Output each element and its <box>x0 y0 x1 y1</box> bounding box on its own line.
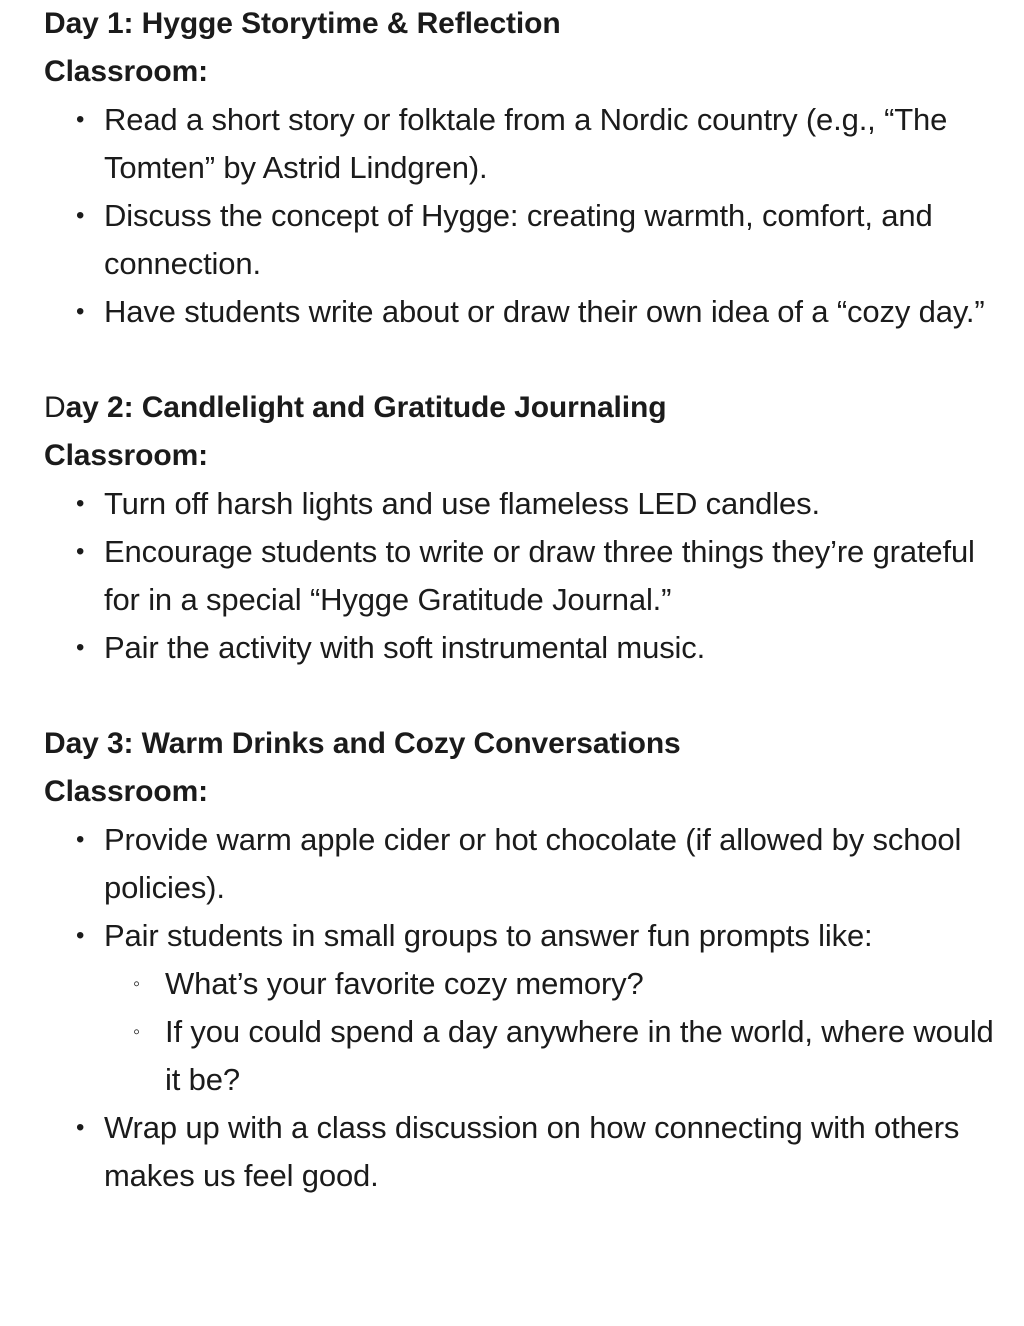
bullet-list <box>0 816 1024 1200</box>
day-section <box>0 384 1024 672</box>
section-heading <box>0 720 1024 768</box>
sub-bullet-list <box>0 960 1024 1104</box>
sub-list-item <box>0 1008 1024 1104</box>
list-item <box>0 480 1024 528</box>
section-heading <box>0 384 1024 432</box>
list-item-text: Encourage students to write or draw three things they’re grateful for in a special “Hygge Gratitude Journal.” <box>104 534 975 617</box>
sub-bullet-marker-icon: ◦ <box>133 1021 140 1043</box>
bullet-list <box>0 480 1024 672</box>
bullet-marker-icon: • <box>76 1114 85 1141</box>
bullet-marker-icon: • <box>76 490 85 517</box>
list-item <box>0 96 1024 192</box>
bullet-marker-icon: • <box>76 634 85 661</box>
list-item <box>0 192 1024 288</box>
list-item-text: Read a short story or folktale from a Nordic country (e.g., “The Tomten” by Astrid Lindgren). <box>104 102 948 185</box>
day-section <box>0 720 1024 1200</box>
section-heading <box>0 0 1024 48</box>
list-item-text: Turn off harsh lights and use flameless LED candles. <box>104 486 820 521</box>
list-item <box>0 528 1024 624</box>
list-item-text: Have students write about or draw their own idea of a “cozy day.” <box>104 294 985 329</box>
list-item <box>0 624 1024 672</box>
section-heading-lead-char: D <box>44 391 66 424</box>
section-heading-text: ay 2: Candlelight and Gratitude Journaling <box>65 391 667 424</box>
section-heading-text: Day 3: Warm Drinks and Cozy Conversations <box>44 727 681 760</box>
sub-bullet-marker-icon: ◦ <box>133 973 140 995</box>
sub-list-item-text: What’s your favorite cozy memory? <box>165 966 644 1001</box>
bullet-marker-icon: • <box>76 538 85 565</box>
list-item-text: Discuss the concept of Hygge: creating warmth, comfort, and connection. <box>104 198 933 281</box>
list-item <box>0 912 1024 960</box>
list-item <box>0 816 1024 912</box>
bullet-marker-icon: • <box>76 298 85 325</box>
sub-list-item <box>0 960 1024 1008</box>
section-subheading: Classroom: <box>44 55 209 88</box>
list-item-text: Pair the activity with soft instrumental music. <box>104 630 706 665</box>
bullet-marker-icon: • <box>76 106 85 133</box>
bullet-marker-icon: • <box>76 922 85 949</box>
list-item <box>0 1104 1024 1200</box>
list-item <box>0 288 1024 336</box>
section-subheading: Classroom: <box>44 439 209 472</box>
day-section <box>0 0 1024 336</box>
bullet-marker-icon: • <box>76 202 85 229</box>
sub-list-item-text: If you could spend a day anywhere in the world, where would it be? <box>165 1014 994 1097</box>
section-subheading: Classroom: <box>44 775 209 808</box>
bullet-list <box>0 96 1024 336</box>
list-item-text: Provide warm apple cider or hot chocolate (if allowed by school policies). <box>104 822 962 905</box>
bullet-marker-icon: • <box>76 826 85 853</box>
list-item-text: Pair students in small groups to answer fun prompts like: <box>104 918 873 953</box>
list-item-text: Wrap up with a class discussion on how connecting with others makes us feel good. <box>104 1110 960 1193</box>
section-heading-text: Day 1: Hygge Storytime & Reflection <box>44 7 561 40</box>
